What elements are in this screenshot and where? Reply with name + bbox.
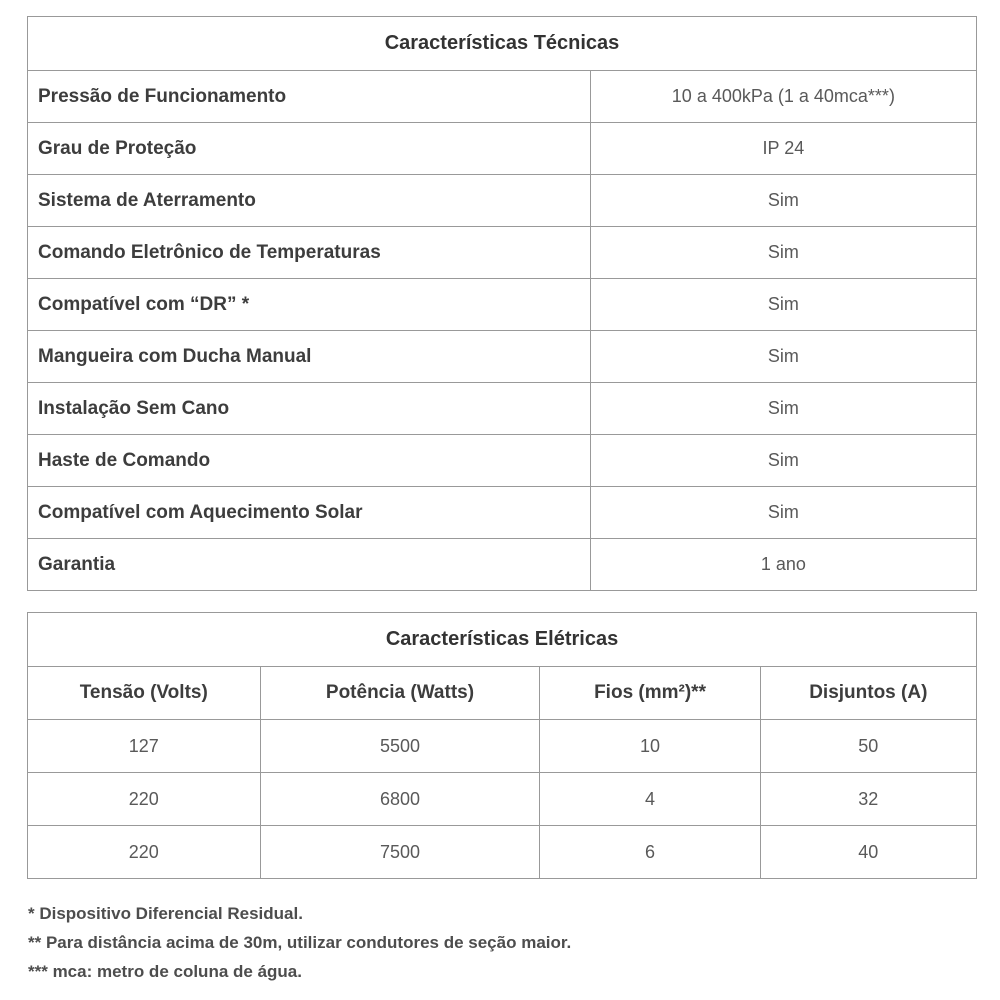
- spec-row: [28, 227, 977, 279]
- spec-row: [28, 71, 977, 123]
- spec-label: Instalação Sem Cano: [28, 383, 591, 435]
- cell-disjuntos: 50: [760, 720, 976, 773]
- table-title-row: [28, 17, 977, 71]
- footnote-fios: ** Para distância acima de 30m, utilizar condutores de seção maior.: [28, 933, 572, 952]
- spec-row: [28, 331, 977, 383]
- spec-value: 10 a 400kPa (1 a 40mca***): [590, 71, 976, 123]
- spec-label: Garantia: [28, 539, 591, 591]
- footnote-dr: * Dispositivo Diferencial Residual.: [28, 904, 303, 923]
- spec-label: Grau de Proteção: [28, 123, 591, 175]
- footnotes: [27, 899, 977, 986]
- cell-fios: 4: [540, 773, 760, 826]
- cell-fios: 10: [540, 720, 760, 773]
- spec-row: [28, 383, 977, 435]
- table-gap: [27, 591, 977, 612]
- spec-row: [28, 539, 977, 591]
- spec-label: Compatível com “DR” *: [28, 279, 591, 331]
- table-row: [28, 720, 977, 773]
- column-header-fios: Fios (mm²)**: [540, 667, 760, 720]
- spec-label: Comando Eletrônico de Temperaturas: [28, 227, 591, 279]
- cell-tensao: 220: [28, 773, 261, 826]
- cell-disjuntos: 32: [760, 773, 976, 826]
- table-title-row: [28, 613, 977, 667]
- cell-tensao: 220: [28, 826, 261, 879]
- column-header-row: [28, 667, 977, 720]
- cell-disjuntos: 40: [760, 826, 976, 879]
- spec-row: [28, 487, 977, 539]
- technical-characteristics-table: [27, 16, 977, 591]
- spec-row: [28, 123, 977, 175]
- cell-potencia: 5500: [260, 720, 540, 773]
- technical-table-title: Características Técnicas: [28, 17, 977, 71]
- cell-tensao: 127: [28, 720, 261, 773]
- spec-row: [28, 279, 977, 331]
- table-row: [28, 826, 977, 879]
- cell-fios: 6: [540, 826, 760, 879]
- electrical-table-title: Características Elétricas: [28, 613, 977, 667]
- spec-label: Pressão de Funcionamento: [28, 71, 591, 123]
- spec-row: [28, 435, 977, 487]
- spec-value: Sim: [590, 383, 976, 435]
- spec-label: Compatível com Aquecimento Solar: [28, 487, 591, 539]
- spec-sheet-content: [27, 16, 977, 986]
- table-row: [28, 773, 977, 826]
- cell-potencia: 7500: [260, 826, 540, 879]
- spec-value: 1 ano: [590, 539, 976, 591]
- column-header-tensao: Tensão (Volts): [28, 667, 261, 720]
- footnote-mca: *** mca: metro de coluna de água.: [28, 962, 302, 981]
- electrical-characteristics-table: [27, 612, 977, 879]
- spec-value: IP 24: [590, 123, 976, 175]
- spec-label: Sistema de Aterramento: [28, 175, 591, 227]
- spec-label: Mangueira com Ducha Manual: [28, 331, 591, 383]
- column-header-potencia: Potência (Watts): [260, 667, 540, 720]
- spec-value: Sim: [590, 487, 976, 539]
- cell-potencia: 6800: [260, 773, 540, 826]
- column-header-disjuntos: Disjuntos (A): [760, 667, 976, 720]
- spec-row: [28, 175, 977, 227]
- spec-value: Sim: [590, 175, 976, 227]
- spec-value: Sim: [590, 279, 976, 331]
- spec-value: Sim: [590, 331, 976, 383]
- spec-value: Sim: [590, 227, 976, 279]
- spec-value: Sim: [590, 435, 976, 487]
- spec-label: Haste de Comando: [28, 435, 591, 487]
